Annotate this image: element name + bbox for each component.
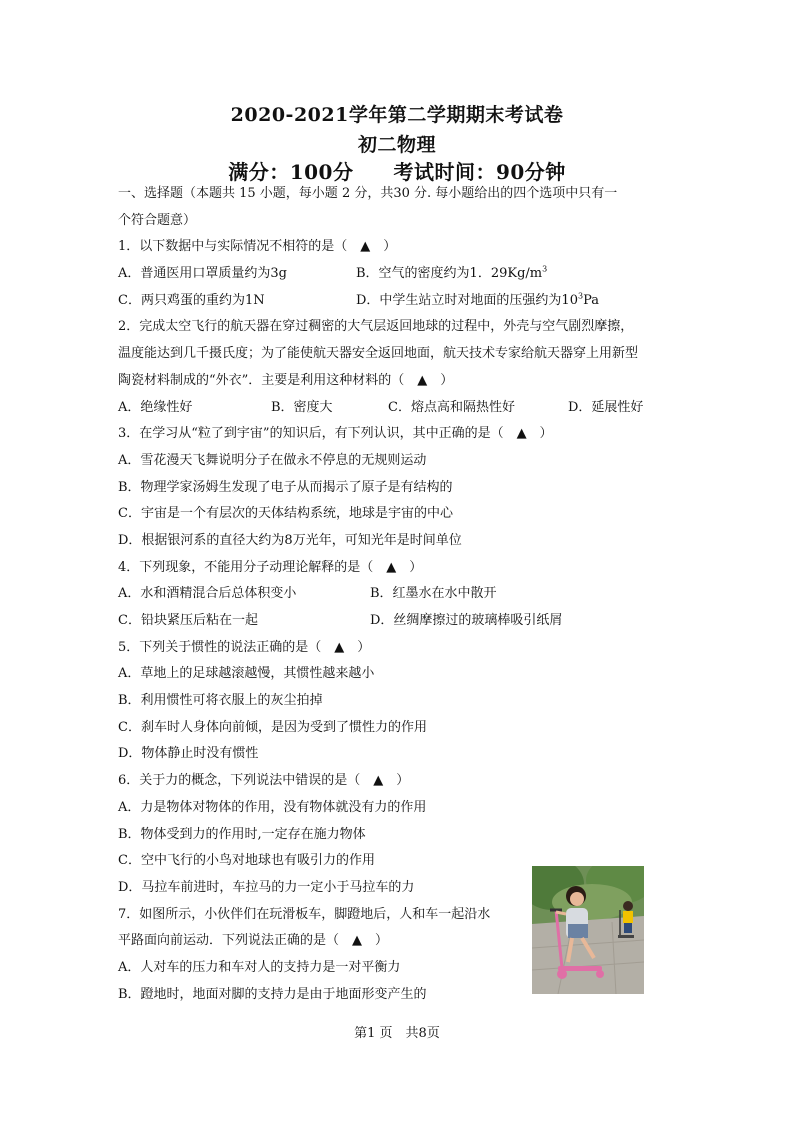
section-heading: 一、选择题（本题共 15 小题，每小题 2 分，共30 分. 每小题给出的四个选项中只有一 — [118, 186, 618, 201]
q2-stem-2: 温度能达到几千摄氏度；为了能使航天器安全返回地面，航天技术专家给航天器穿上用新型 — [118, 346, 639, 362]
q3-option-b: B．物理学家汤姆生发现了电子从而揭示了原子是有结构的 — [118, 479, 453, 495]
q2-stem-1: 2．完成太空飞行的航天器在穿过稠密的大气层返回地球的过程中，外壳与空气剧烈摩擦， — [118, 319, 634, 335]
q2-option-a: A．绝缘性好 — [118, 399, 193, 415]
exam-title: 2020-2021学年第二学期期末考试卷 — [230, 104, 564, 126]
scooter-photo-illustration — [532, 866, 644, 994]
q1-options-ab — [118, 261, 678, 288]
q2-option-d: D．延展性好 — [568, 399, 644, 415]
q3-option-a: A．雪花漫天飞舞说明分子在做永不停息的无规则运动 — [118, 452, 427, 468]
q1-options-cd — [118, 288, 678, 315]
q1-option-b — [356, 261, 547, 288]
q5-option-d: D．物体静止时没有惯性 — [118, 746, 259, 762]
q4-option-d: D．丝绸摩擦过的玻璃棒吸引纸屑 — [370, 613, 563, 628]
q4-option-a: A．水和酒精混合后总体积变小 — [118, 586, 297, 602]
full-score: 满分：100分 — [228, 160, 354, 184]
q1-stem: 1．以下数据中与实际情况不相符的是（ ▲ ） — [118, 239, 397, 255]
q5-stem: 5．下列关于惯性的说法正确的是（ ▲ ） — [118, 639, 371, 655]
q1-option-d — [356, 288, 599, 315]
q1-option-b-exponent: 3 — [542, 264, 548, 274]
q1-option-b-text: B．空气的密度约为1．29Kg/m — [356, 266, 543, 282]
q6-option-d: D．马拉车前进时，车拉马的力一定小于马拉车的力 — [118, 879, 415, 895]
q4-option-c: C．铅块紧压后粘在一起 — [118, 613, 258, 628]
q7-option-a: A．人对车的压力和车对人的支持力是一对平衡力 — [118, 959, 401, 975]
q6-stem: 6．关于力的概念，下列说法中错误的是（ ▲ ） — [118, 773, 410, 789]
q7-stem-2: 平路面向前运动．下列说法正确的是（ ▲ ） — [118, 933, 388, 949]
q1-option-a: A．普通医用口罩质量约为3g — [118, 266, 287, 282]
q4-options-ab — [118, 581, 678, 608]
q5-option-a: A．草地上的足球越滚越慢，其惯性越来越小 — [118, 666, 375, 682]
q4-stem: 4．下列现象，不能用分子动理论解释的是（ ▲ ） — [118, 559, 423, 575]
q3-option-d: D．根据银河系的直径大约为8万光年，可知光年是时间单位 — [118, 532, 462, 548]
q5-option-b: B．利用惯性可将衣服上的灰尘拍掉 — [118, 693, 323, 709]
q2-stem-3: 陶瓷材料制成的“外衣”．主要是利用这种材料的（ ▲ ） — [118, 372, 454, 388]
scooter-photo — [532, 866, 644, 994]
q2-option-c: C．熔点高和隔热性好 — [388, 399, 515, 415]
q3-option-c: C．宇宙是一个有层次的天体结构系统，地球是宇宙的中心 — [118, 506, 453, 522]
q6-option-c: C．空中飞行的小鸟对地球也有吸引力的作用 — [118, 853, 375, 869]
q3-stem: 3．在学习从“粒了到宇宙”的知识后，有下列认识，其中正确的是（ ▲ ） — [118, 426, 553, 442]
q1-option-d-unit: Pa — [583, 292, 599, 308]
q1-option-c: C．两只鸡蛋的重约为1N — [118, 292, 265, 308]
q7-stem-1: 7．如图所示，小伙伴们在玩滑板车，脚蹬地后，人和车一起沿水 — [118, 906, 491, 922]
q1-option-d-text: D．中学生站立时对地面的压强约为10 — [356, 292, 578, 308]
page-footer: 第1 页 共8页 — [354, 1026, 440, 1041]
q4-options-cd — [118, 608, 678, 635]
section-heading-cont: 个符合题意） — [118, 212, 197, 228]
q7-option-b: B．蹬地时，地面对脚的支持力是由于地面形变产生的 — [118, 986, 427, 1002]
q6-option-a: A．力是物体对物体的作用，没有物体就没有力的作用 — [118, 799, 427, 815]
q2-option-b: B．密度大 — [271, 399, 333, 415]
q5-option-c: C．刹车时人身体向前倾，是因为受到了惯性力的作用 — [118, 719, 427, 735]
exam-subject: 初二物理 — [357, 134, 436, 156]
q6-option-b: B．物体受到力的作用时,一定存在施力物体 — [118, 826, 366, 842]
q4-option-b: B．红墨水在水中散开 — [370, 586, 497, 602]
q2-options — [118, 395, 678, 422]
exam-time: 考试时间：90分钟 — [393, 160, 566, 184]
q1-option-d-exponent: 3 — [577, 291, 584, 301]
